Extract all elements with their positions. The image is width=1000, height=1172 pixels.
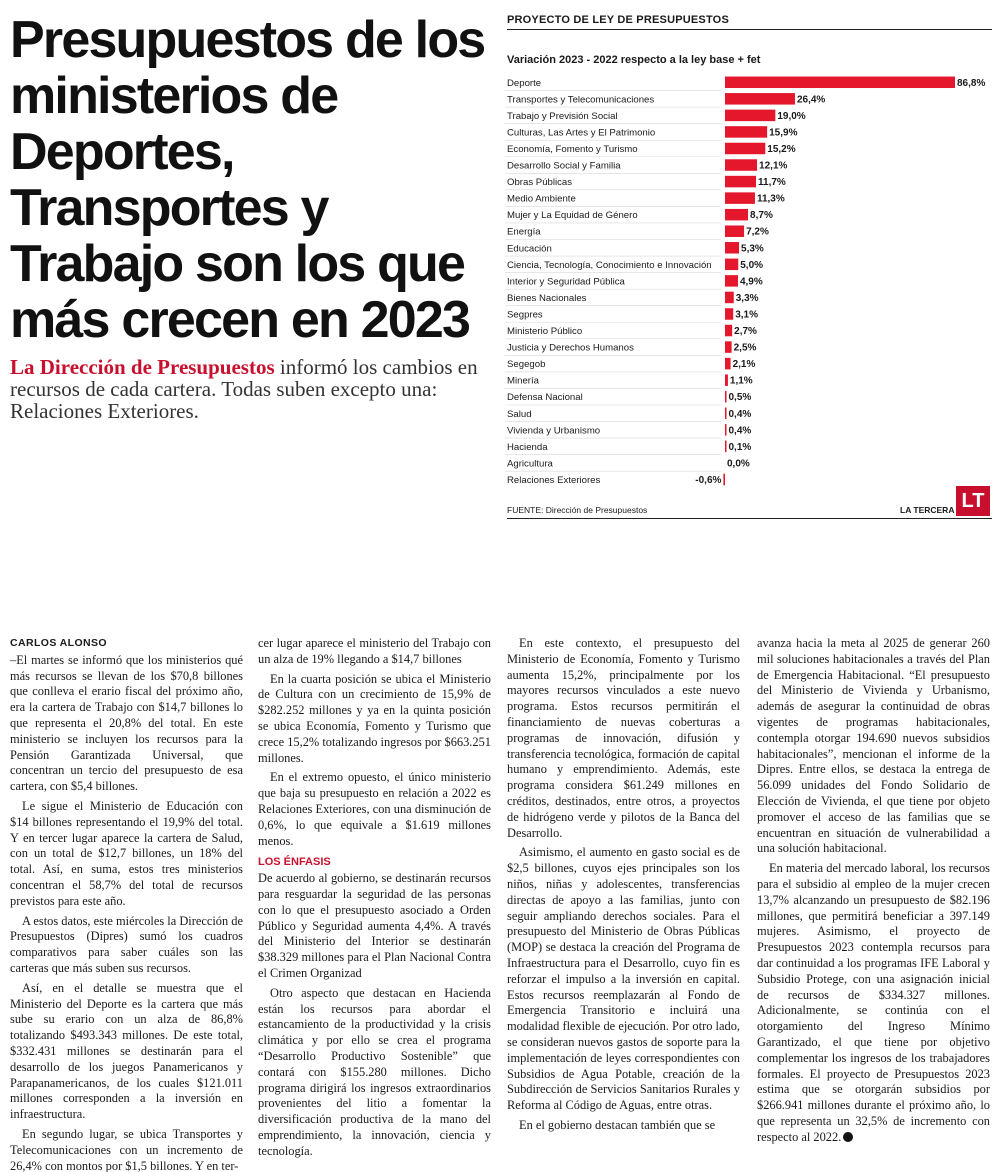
paragraph: En el extremo opuesto, el único ministerio que baja su presupuesto en relación a 2022 es Relaciones Exteriores, con una disminución de 0,6%, lo que equivale a $1.619 millones menos.: [258, 770, 491, 848]
bar-chart: [505, 70, 995, 490]
category-label: Justicia y Derechos Humanos: [507, 342, 634, 354]
la-tercera-logo: LT: [956, 486, 990, 516]
chart-divider: [507, 518, 992, 519]
bar: [725, 242, 739, 254]
bar: [725, 192, 755, 204]
data-label: 15,2%: [767, 143, 796, 155]
category-label: Economía, Fomento y Turismo: [507, 143, 638, 155]
chart-source: FUENTE: Dirección de Presupuestos: [507, 505, 648, 515]
paragraph: –El martes se informó que los ministerios qué más recursos se llevan de los $70,8 billones que conlleva el erario fiscal del próximo año, era la cartera de Trabajo con $14,7 billones lo que representa el 20,8% del total. En este ministerio se incluyen los recursos para la Pensión Garantizada Universal, que concentran un tercio del presupuesto de esa cartera, con $5,4 billones.: [10, 652, 243, 794]
data-label: -0,6%: [695, 474, 722, 486]
data-label: 8,7%: [750, 210, 773, 222]
bar: [725, 110, 775, 122]
data-label: 1,1%: [729, 375, 753, 387]
paragraph: En la cuarta posición se ubica el Ministerio de Cultura con un crecimiento de 15,9% de $282.252 millones y ya en la quinta posición se ubica Economía, Fomento y Turismo que crece 15,2% totalizando ingresos por $663.251 millones.: [258, 671, 491, 765]
data-label: 4,9%: [739, 276, 763, 288]
data-label: 2,1%: [732, 359, 756, 371]
category-label: Culturas, Las Artes y El Patrimonio: [507, 127, 656, 139]
bar: [725, 424, 727, 436]
data-label: 3,1%: [735, 309, 759, 321]
category-label: Hacienda: [507, 441, 548, 453]
paragraph: avanza hacia la meta al 2025 de generar 260 mil soluciones habitacionales a través del Plan de Emergencia Habitacional. “El presupuesto del Ministerio de Vivienda y Urbanismo, además de asegurar la continuidad de obras vigentes de programas habitacionales, contempla otorgar 194.690 nuevos subsidios habitacionales”, mencionan el informe de la Dipres. Entre ellos, se destaca la entrega de 56.099 unidades del Fondo Solidario de Elección de Vivienda, el que tiene por objeto promover el acceso de las familias que se encuentran en situación de vulnerabilidad a una solución habitacional.: [757, 636, 990, 856]
data-label: 5,0%: [740, 259, 764, 271]
bar: [725, 358, 731, 370]
bar: [725, 176, 756, 188]
data-label: 26,4%: [796, 94, 826, 106]
paragraph: De acuerdo al gobierno, se destinarán recursos para resguardar la seguridad de las personas con lo que el presupuesto asociado a Orden Público y Seguridad aumenta 4,4%. A través del Ministerio del Interior se destinarán $38.329 millones para el Plan Nacional Contra el Crimen Organizad: [258, 871, 491, 980]
data-label: 2,5%: [733, 342, 757, 354]
bar: [725, 93, 795, 105]
category-label: Interior y Seguridad Pública: [507, 276, 625, 288]
paragraph: [757, 861, 990, 1145]
article-column-4: [757, 636, 990, 1150]
paragraph: Le sigue el Ministerio de Educación con $14 billones representando el 19,9% del total. Y en tercer lugar aparece la cartera de Salud, con un total de $12,7 billones, un 18% del total. Así, en suma, estos tres ministerios concentran el 58,7% del total de recursos previstos para este año.: [10, 798, 243, 908]
category-label: Ciencia, Tecnología, Conocimiento e Innovación: [507, 259, 712, 271]
deck-highlight: La Dirección de Presupuestos: [10, 355, 275, 379]
paragraph: En segundo lugar, se ubica Transportes y Telecomunicaciones con un incremento de 26,4% con montos por $1,5 billones. Y en ter-: [10, 1126, 243, 1172]
paragraph: cer lugar aparece el ministerio del Trabajo con un alza de 19% llegando a $14,7 billones: [258, 636, 491, 666]
bar: [725, 308, 733, 320]
data-label: 11,7%: [758, 177, 786, 189]
category-label: Ministerio Público: [507, 326, 583, 338]
paragraph: Otro aspecto que destacan en Hacienda están los recursos para abordar el estancamiento de la productividad y la crisis climática y por ello se crea el programa “Desarrollo Productivo Sostenible” que contará con $155.280 millones. Dicho programa dirigirá los ingresos extraordinarios provenientes del litio a fomentar la diversificación productiva de la mano del emprendimiento, la innovación, ciencia y tecnología.: [258, 985, 491, 1158]
bar: [725, 275, 738, 287]
category-label: Transportes y Telecomunicaciones: [507, 94, 655, 106]
category-label: Mujer y La Equidad de Género: [507, 210, 638, 222]
bar: [723, 474, 725, 486]
category-label: Energía: [507, 226, 541, 238]
deck-text: informó los cambios en recursos de cada cartera. Todas suben excepto una: Relaciones Exteriores.: [10, 355, 478, 423]
paragraph: En el gobierno destacan también que se: [519, 1117, 716, 1132]
data-label: 0,4%: [728, 408, 752, 420]
bar: [725, 292, 734, 304]
chart-title: Variación 2023 - 2022 respecto a la ley base + fet: [507, 54, 761, 66]
bar: [725, 225, 744, 237]
data-label: 0,4%: [728, 425, 752, 437]
headline: Presupuestos de los ministerios de Deportes, Transportes y Trabajo son los que más crecen en 2023: [10, 11, 485, 349]
category-label: Medio Ambiente: [507, 193, 576, 205]
chart-brand: LA TERCERA: [900, 505, 955, 515]
category-label: Educación: [507, 243, 552, 255]
paragraph: A estos datos, este miércoles la Dirección de Presupuestos (Dipres) sumó los cuadros comparativos para saber cuáles son las carteras que más suben sus recursos.: [10, 913, 243, 975]
bar: [725, 77, 955, 89]
paragraph: Asimismo, el aumento en gasto social es de $2,5 billones, cuyos ejes principales son los niños, niñas y adolescentes, transferencias directas de apoyo a las familias, junto con seguir ampliando derechos sociales. Para el presupuesto del Ministerio de Obras Públicas (MOP) se destaca la creación del Programa de Infraestructura para el Desarrollo, cuyo fin es reforzar el impulso a la inversión en capital. Estos recursos reemplazarán al Fondo de Emergencia Transitorio e incluirá una modalidad flexible de ejecución. Por otro lado, se consideran nuevos gastos de soporte para la implementación de leyes correspondientes con Subsidios de Agua Potable, creación de la Subdirección de Servicios Sanitarios Rurales y Reforma al Código de Aguas, entre otras.: [507, 845, 740, 1113]
article-column-3: [507, 636, 740, 1138]
category-label: Obras Públicas: [507, 177, 573, 189]
category-label: Trabajo y Previsión Social: [507, 110, 618, 122]
article-column-1: [10, 636, 243, 1172]
bar: [725, 341, 732, 353]
category-label: Segegob: [507, 359, 546, 371]
paragraph-text: En materia del mercado laboral, los recursos para el subsidio al empleo de la mujer crecen 13,7% alcanzando un presupuesto de $82.196 millones, que permitirá beneficiar a 397.149 mujeres. Asimismo, el proyecto de Presupuestos 2023 contempla recursos para dar continuidad a los programas IFE Laboral y Subsidio Protege, con una asignación inicial de recursos de $334.327 millones. Adicionalmente, se continúa con el otorgamiento del Ingreso Mínimo Garantizado, el que tiene por objetivo complementar los ingresos de los trabajadores formales. El proyecto de Presupuestos 2023 estima que se otorgarán subsidios por $266.941 millones durante el próximo año, lo que representa un 32,5% de incremento con respecto al 2022.: [757, 861, 990, 1144]
end-mark-icon: [843, 1132, 853, 1142]
bar: [725, 159, 757, 171]
category-label: Salud: [507, 408, 532, 420]
article-column-2: [258, 636, 491, 1164]
data-label: 19,0%: [777, 110, 806, 122]
category-label: Minería: [507, 375, 539, 387]
data-label: 12,1%: [759, 160, 788, 172]
byline: CARLOS ALONSO: [10, 637, 107, 649]
category-label: Defensa Nacional: [507, 392, 583, 404]
bar: [725, 391, 727, 403]
category-label: Vivienda y Urbanismo: [507, 425, 601, 437]
paragraph: En este contexto, el presupuesto del Ministerio de Economía, Fomento y Turismo aumenta 15,2%, principalmente por los mayores recursos vinculados a este nuevo programa. Estos recursos permitirán el financiamiento de nuevas coberturas a programas de innovación, difusión y transferencia tecnológica, formación de capital humano y emprendimiento. Además, este programa considera $61.249 millones en créditos, destinados, entre otros, a proyectos de hidrógeno verde y pilotos de la Banca del Desarrollo.: [507, 636, 740, 840]
category-label: Segpres: [507, 309, 543, 321]
category-label: Relaciones Exteriores: [507, 474, 601, 486]
data-label: 0,0%: [727, 458, 750, 470]
data-label: 15,9%: [769, 127, 798, 139]
category-label: Deporte: [507, 77, 542, 89]
bar: [725, 126, 767, 138]
deck: [10, 356, 496, 422]
data-label: 2,7%: [734, 326, 757, 338]
paragraph: Así, en el detalle se muestra que el Ministerio del Deporte es la cartera que más sube su erario con un alza de 86,8% totalizando $493.343 millones. De este total, $332.431 millones se destinarán para el desarrollo de los juegos Panamericanos y Parapanamericanos, de los cuales $121.011 millones corresponden a la inversión en infraestructura.: [10, 980, 243, 1122]
data-label: 0,1%: [728, 441, 752, 453]
data-label: 5,3%: [741, 243, 764, 255]
bar: [725, 374, 728, 386]
bar: [725, 325, 732, 337]
bar: [725, 259, 738, 271]
bar: [725, 143, 765, 155]
bar: [725, 209, 748, 221]
category-label: Bienes Nacionales: [507, 292, 587, 304]
section-subhead: LOS ÉNFASIS: [258, 856, 331, 869]
data-label: 7,2%: [746, 226, 769, 238]
category-label: Desarrollo Social y Familia: [507, 160, 621, 172]
data-label: 3,3%: [735, 292, 759, 304]
data-label: 11,3%: [756, 193, 785, 205]
chart-eyebrow: PROYECTO DE LEY DE PRESUPUESTOS: [507, 14, 992, 30]
bar: [725, 408, 727, 420]
bar: [725, 441, 727, 453]
category-label: Agricultura: [507, 458, 553, 470]
data-label: 0,5%: [728, 392, 752, 404]
data-label: 86,8%: [957, 77, 986, 89]
